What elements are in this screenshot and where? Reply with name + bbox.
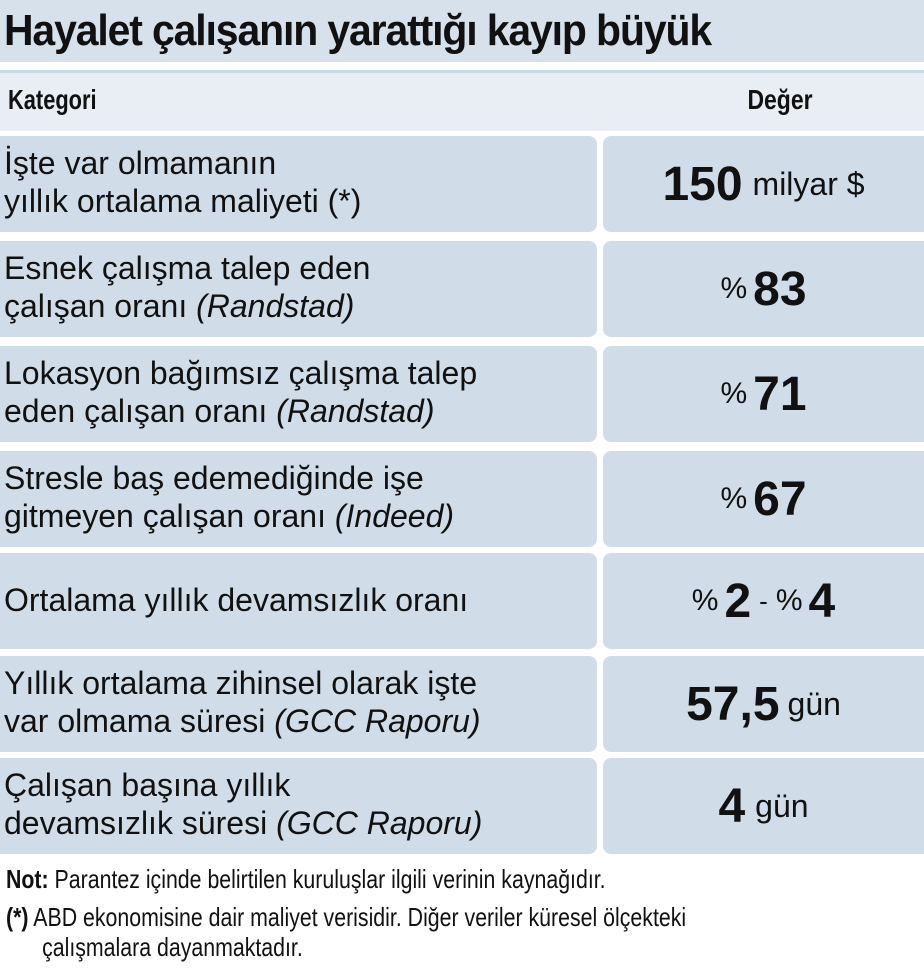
page-title: Hayalet çalışanın yarattığı kayıp büyük bbox=[4, 6, 711, 55]
source-label: (Indeed) bbox=[334, 498, 455, 534]
row-value bbox=[603, 758, 924, 854]
value-unit: gün bbox=[755, 787, 809, 824]
label-line: devamsızlık süresi bbox=[4, 805, 268, 841]
footnote-line: çalışmalara dayanmaktadır. bbox=[42, 932, 303, 962]
range-dash: - bbox=[759, 585, 768, 616]
label-line: Lokasyon bağımsız çalışma talep bbox=[4, 355, 478, 391]
row-value bbox=[603, 451, 924, 547]
label-line: Çalışan başına yıllık bbox=[4, 767, 291, 803]
row-label bbox=[4, 144, 594, 220]
source-label: (GCC Raporu) bbox=[276, 805, 483, 841]
note bbox=[6, 864, 752, 894]
table-row bbox=[0, 136, 924, 232]
source-label: (Randstad) bbox=[276, 393, 435, 429]
percent-sign: % bbox=[720, 272, 748, 305]
table-row bbox=[0, 451, 924, 547]
value-number: 83 bbox=[753, 262, 807, 316]
source-label: (GCC Raporu) bbox=[274, 703, 481, 739]
table-row bbox=[0, 758, 924, 854]
value-number: 2 bbox=[724, 574, 752, 628]
label-line: Yıllık ortalama zihinsel olarak işte bbox=[4, 665, 478, 701]
value-number: 4 bbox=[718, 779, 746, 833]
value-number: 4 bbox=[808, 574, 836, 628]
percent-sign: % bbox=[720, 482, 748, 515]
row-value bbox=[603, 553, 924, 649]
table-row bbox=[0, 241, 924, 337]
label-line: çalışan oranı bbox=[4, 288, 188, 324]
label-line: eden çalışan oranı bbox=[4, 393, 268, 429]
header-value: Değer bbox=[747, 84, 813, 115]
table-row bbox=[0, 346, 924, 442]
table-row bbox=[0, 553, 924, 649]
label-line: Stresle baş edemediğinde işe bbox=[4, 460, 424, 496]
row-label bbox=[4, 354, 594, 430]
label-line: İşte var olmamanın bbox=[4, 145, 277, 181]
value-unit: gün bbox=[787, 685, 841, 722]
table-row bbox=[0, 656, 924, 752]
value-unit: milyar $ bbox=[752, 165, 865, 202]
source-label: (Randstad) bbox=[196, 288, 355, 324]
footnote-mark: (*) bbox=[6, 902, 29, 932]
row-value bbox=[603, 346, 924, 442]
row-value bbox=[603, 656, 924, 752]
row-label bbox=[4, 249, 594, 325]
percent-sign: % bbox=[691, 584, 719, 617]
percent-sign: % bbox=[775, 584, 803, 617]
row-label bbox=[4, 459, 594, 535]
label-line: gitmeyen çalışan oranı bbox=[4, 498, 326, 534]
row-label bbox=[4, 581, 594, 619]
note-text: Parantez içinde belirtilen kuruluşlar ilgili verinin kaynağıdır. bbox=[54, 864, 606, 894]
header-category: Kategori bbox=[8, 84, 97, 115]
row-value bbox=[603, 136, 924, 232]
value-number: 150 bbox=[662, 157, 743, 211]
row-label bbox=[4, 664, 594, 740]
value-number: 67 bbox=[753, 472, 807, 526]
value-number: 57,5 bbox=[686, 677, 780, 731]
note-label: Not: bbox=[6, 864, 49, 894]
percent-sign: % bbox=[720, 377, 748, 410]
row-label bbox=[4, 766, 594, 842]
label-line: var olmama süresi bbox=[4, 703, 266, 739]
label-line: yıllık ortalama maliyeti (*) bbox=[4, 183, 362, 219]
row-value bbox=[603, 241, 924, 337]
footnote bbox=[6, 902, 752, 962]
label-line: Esnek çalışma talep eden bbox=[4, 250, 371, 286]
label-line: Ortalama yıllık devamsızlık oranı bbox=[4, 582, 469, 618]
value-number: 71 bbox=[753, 367, 807, 421]
footnote-line: ABD ekonomisine dair maliyet verisidir. Diğer veriler küresel ölçekteki bbox=[33, 902, 687, 932]
